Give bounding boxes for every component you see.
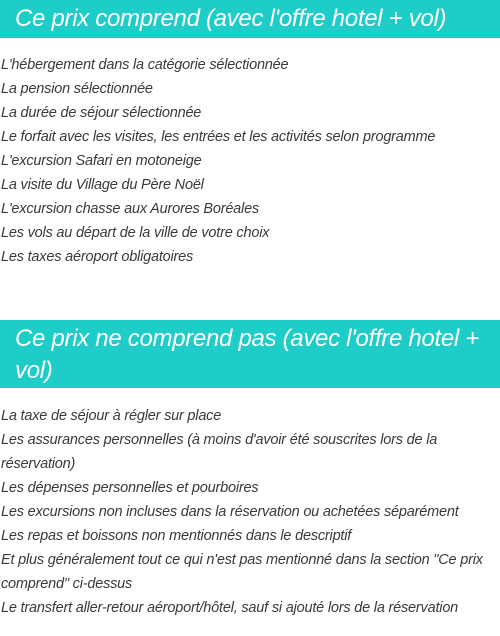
- list-item: La taxe de séjour à régler sur place: [1, 408, 222, 424]
- list-item: Le transfert aller-retour aéroport/hôtel, sauf si ajouté lors de la réservation: [1, 600, 459, 616]
- list-item: L'excursion chasse aux Aurores Boréales: [1, 201, 259, 217]
- list-item: Le forfait avec les visites, les entrées et les activités selon programme: [1, 129, 436, 145]
- list-item: Les assurances personnelles (à moins d'avoir été souscrites lors de la réservation): [1, 432, 438, 472]
- list-item: L'hébergement dans la catégorie sélectionnée: [1, 57, 289, 73]
- list-item: L'excursion Safari en motoneige: [1, 153, 202, 169]
- list-item: Les vols au départ de la ville de votre choix: [1, 225, 270, 241]
- excluded-heading: Ce prix ne comprend pas (avec l'offre hotel + vol): [0, 320, 500, 388]
- list-item: La durée de séjour sélectionnée: [1, 105, 202, 121]
- excluded-list: [0, 404, 500, 620]
- list-item: Les taxes aéroport obligatoires: [1, 249, 194, 265]
- list-item: La visite du Village du Père Noël: [1, 177, 204, 193]
- list-item: Les repas et boissons non mentionnés dans le descriptif: [1, 528, 352, 544]
- list-item: Les dépenses personnelles et pourboires: [1, 480, 259, 496]
- included-list: [0, 53, 500, 269]
- list-item: Et plus généralement tout ce qui n'est pas mentionné dans la section "Ce prix comprend" ci-dessus: [1, 552, 483, 592]
- included-heading: Ce prix comprend (avec l'offre hotel + vol): [0, 0, 500, 38]
- list-item: La pension sélectionnée: [1, 81, 153, 97]
- list-item: Les excursions non incluses dans la réservation ou achetées séparément: [1, 504, 459, 520]
